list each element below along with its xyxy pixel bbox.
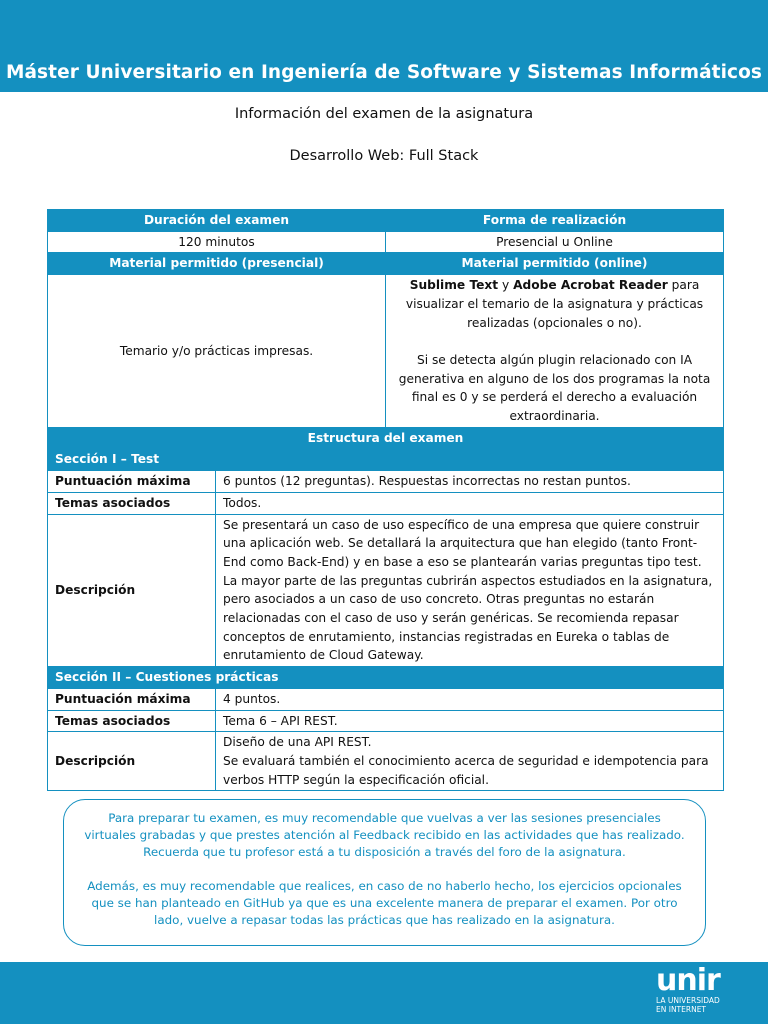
footer-band (0, 962, 768, 1024)
tool-sublime-text: Sublime Text (409, 278, 499, 293)
section2-topics-value: Tema 6 – API REST. (216, 710, 724, 732)
tools-connector: y (498, 278, 514, 293)
material-online-header: Material permitido (online) (386, 253, 724, 275)
section1-desc-label: Descripción (48, 514, 216, 667)
unir-logo-word: unir (656, 963, 720, 998)
unir-logo (656, 963, 746, 1022)
section2-score-label: Puntuación máxima (48, 688, 216, 710)
unir-logo-tagline-2: EN INTERNET (656, 1005, 707, 1014)
duration-header: Duración del examen (48, 210, 386, 232)
unir-logo-tagline-1: LA UNIVERSIDAD (656, 996, 720, 1005)
mode-value: Presencial u Online (386, 231, 724, 253)
section1-topics-label: Temas asociados (48, 492, 216, 514)
exam-info-heading: Información del examen de la asignatura (234, 106, 534, 122)
section1-score-label: Puntuación máxima (48, 471, 216, 493)
study-tips-paragraph-2: Además, es muy recomendable que realices, en caso de no haberlo hecho, los ejercicios opcionales que se han planteado en GitHub ya que es una excelente manera de preparar el examen. Por otro lado, vuelve a repasar todas las prácticas que has realizado en la asignatura. (87, 879, 682, 927)
mode-header: Forma de realización (386, 210, 724, 232)
duration-value: 120 minutos (48, 231, 386, 253)
section2-desc-value (216, 732, 724, 791)
material-online-value (386, 275, 724, 428)
section1-desc-value: Se presentará un caso de uso específico de una empresa que quiere construir una aplicación web. Se detallará la arquitectura que han elegido (tanto Front-End como Back-End) y en base a eso se plantearán varias preguntas tipo test. La mayor parte de las preguntas cubrirán aspectos estudiados en la asignatura, pero asociados a un caso de uso concreto. Otras preguntas no estarán relacionadas con el caso de uso y serán genéricas. Se recomienda repasar conceptos de enrutamiento, instancias registradas en Eureka o tablas de enrutamiento de Cloud Gateway. (216, 514, 724, 667)
material-presencial-header: Material permitido (presencial) (48, 253, 386, 275)
section2-desc-label: Descripción (48, 732, 216, 791)
structure-header: Estructura del examen (48, 427, 724, 449)
exam-info-table (47, 209, 724, 791)
study-tips-note (63, 799, 706, 946)
tool-adobe-acrobat: Adobe Acrobat Reader (513, 278, 668, 293)
section2-score-value: 4 puntos. (216, 688, 724, 710)
header-band (0, 0, 768, 92)
tools-description: para visualizar el temario de la asignatura y prácticas realizadas (opcionales o no). (405, 278, 704, 330)
material-presencial-value: Temario y/o prácticas impresas. (48, 275, 386, 428)
study-tips-paragraph-1: Para preparar tu examen, es muy recomendable que vuelvas a ver las sesiones presenciales virtuales grabadas y que prestes atención al Feedback recibido en las actividades que has realizado. Recuerda que tu profesor está a tu disposición a través del foro de la asignatura. (84, 811, 685, 859)
section2-desc-line2: Se evaluará también el conocimiento acerca de seguridad e idempotencia para verbos HTTP según la especificación oficial. (223, 753, 709, 787)
section1-score-value: 6 puntos (12 preguntas). Respuestas incorrectas no restan puntos. (216, 471, 724, 493)
section2-topics-label: Temas asociados (48, 710, 216, 732)
section2-desc-line1: Diseño de una API REST. (223, 735, 372, 750)
material-online-tools (393, 276, 716, 332)
section1-topics-value: Todos. (216, 492, 724, 514)
section2-title: Sección II – Cuestiones prácticas (48, 667, 724, 689)
program-title: Máster Universitario en Ingeniería de Software y Sistemas Informáticos (5, 62, 763, 83)
course-name-heading: Desarrollo Web: Full Stack (289, 148, 479, 164)
ai-plugin-warning: Si se detecta algún plugin relacionado con IA generativa en alguno de los dos programas la nota final es 0 y se perderá el derecho a evaluación extraordinaria. (398, 352, 711, 424)
section1-title: Sección I – Test (48, 449, 724, 471)
